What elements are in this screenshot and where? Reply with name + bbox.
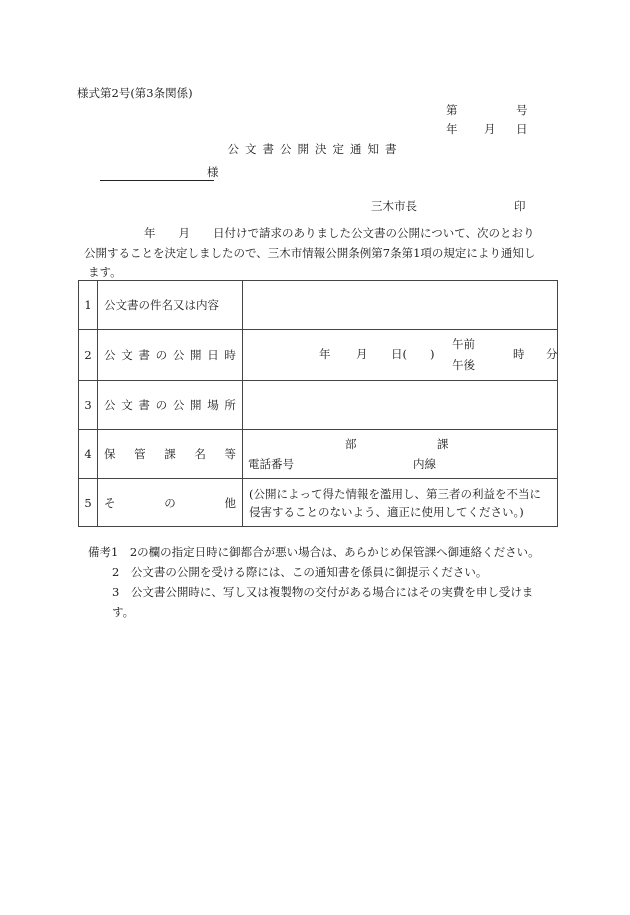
table-row — [79, 281, 558, 330]
number-suffix: 号 — [516, 103, 528, 117]
body-line-3: ます。 — [88, 265, 122, 279]
custodian-dept-field[interactable] — [243, 430, 558, 479]
label-char: 開 — [190, 398, 202, 412]
spaced-label — [104, 397, 242, 413]
decision-table — [78, 280, 558, 527]
seal-mark: 印 — [514, 199, 526, 213]
row-number: 2 — [79, 330, 98, 381]
dept-bu: 部 — [345, 437, 357, 451]
remark-1: 備考1 2の欄の指定日時に御都合が悪い場合は、あらかじめ保管課へ御連絡ください。 — [88, 545, 540, 559]
label-char: 書 — [138, 398, 150, 412]
label-char: そ — [104, 495, 116, 510]
label-char: 管 — [134, 447, 146, 461]
row-label: 公文書の件名又は内容 — [98, 281, 243, 330]
row-number: 4 — [79, 430, 98, 479]
number-prefix: 第 — [446, 103, 458, 117]
remark-3-cont: す。 — [112, 605, 135, 619]
dt-day: 日( ) — [391, 347, 435, 361]
row-number: 1 — [79, 281, 98, 330]
dt-hour: 時 — [513, 347, 525, 361]
label-char: 公 — [104, 398, 116, 412]
label-char: の — [164, 495, 176, 510]
recipient-name-line — [100, 180, 214, 181]
label-char: 他 — [224, 495, 236, 510]
label-char: 保 — [104, 447, 116, 461]
remarks — [88, 542, 568, 622]
label-char: 時 — [224, 348, 236, 362]
label-char: の — [155, 348, 168, 362]
label-char: 公 — [104, 348, 116, 362]
recipient-honorific: 様 — [207, 165, 219, 179]
body-line-1: 年 月 日付けで請求のありました公文書の公開について、次のとおり — [144, 226, 535, 240]
label-char: 文 — [121, 398, 133, 412]
label-char: の — [155, 398, 168, 412]
dt-month: 月 — [356, 347, 368, 361]
remark-2: 2 公文書の公開を受ける際には、この通知書を係員に御提示ください。 — [112, 565, 488, 579]
date-month: 月 — [484, 122, 496, 136]
spaced-label — [104, 495, 242, 511]
date-day: 日 — [516, 122, 528, 136]
document-title: 公文書公開決定通知書 — [227, 142, 403, 156]
dept-ka: 課 — [437, 437, 449, 451]
dt-minute: 分 — [546, 347, 558, 361]
label-char: 所 — [224, 398, 236, 412]
label-char: 等 — [224, 447, 236, 461]
dt-year: 年 — [319, 347, 331, 361]
spaced-label — [104, 347, 242, 363]
body-line-2: 公開することを決定しましたので、三木市情報公開条例第7条第1項の規定により通知し — [84, 245, 536, 260]
form-number: 様式第2号(第3条関係) — [77, 86, 193, 100]
label-char: 公 — [172, 348, 185, 362]
label-char: 日 — [207, 348, 219, 362]
table-row — [79, 479, 558, 527]
label-char: 文 — [121, 348, 133, 362]
other-remarks-field — [243, 479, 558, 527]
disclosure-datetime-field[interactable] — [243, 330, 558, 381]
table-row — [79, 381, 558, 430]
dept-ext: 内線 — [413, 457, 436, 471]
date-year: 年 — [446, 122, 458, 136]
dt-pm: 午後 — [452, 358, 475, 372]
disclosure-place-field[interactable] — [243, 381, 558, 430]
remark-3: 3 公文書公開時に、写し又は複製物の交付がある場合にはその実費を申し受けま — [112, 585, 534, 599]
other-remarks-text: (公開によって得た情報を濫用し、第三者の利益を不当に侵害することのないよう、適正に使用してください。) — [249, 486, 541, 519]
row-label — [98, 381, 243, 430]
dept-phone: 電話番号 — [248, 457, 294, 471]
document-title-field[interactable] — [243, 281, 558, 330]
label-char: 公 — [172, 398, 185, 412]
table-row — [79, 330, 558, 381]
spaced-label — [104, 446, 242, 462]
row-number: 3 — [79, 381, 98, 430]
table-row — [79, 430, 558, 479]
label-char: 課 — [164, 447, 176, 461]
row-label — [98, 430, 243, 479]
notice-body — [84, 224, 558, 283]
label-char: 書 — [138, 348, 150, 362]
dt-am: 午前 — [452, 337, 475, 351]
label-char: 開 — [190, 348, 202, 362]
row-label — [98, 330, 243, 381]
sender-name: 三木市長 — [371, 199, 417, 213]
row-label — [98, 479, 243, 527]
label-char: 名 — [194, 447, 206, 461]
row-number: 5 — [79, 479, 98, 527]
label-char: 場 — [207, 398, 219, 412]
